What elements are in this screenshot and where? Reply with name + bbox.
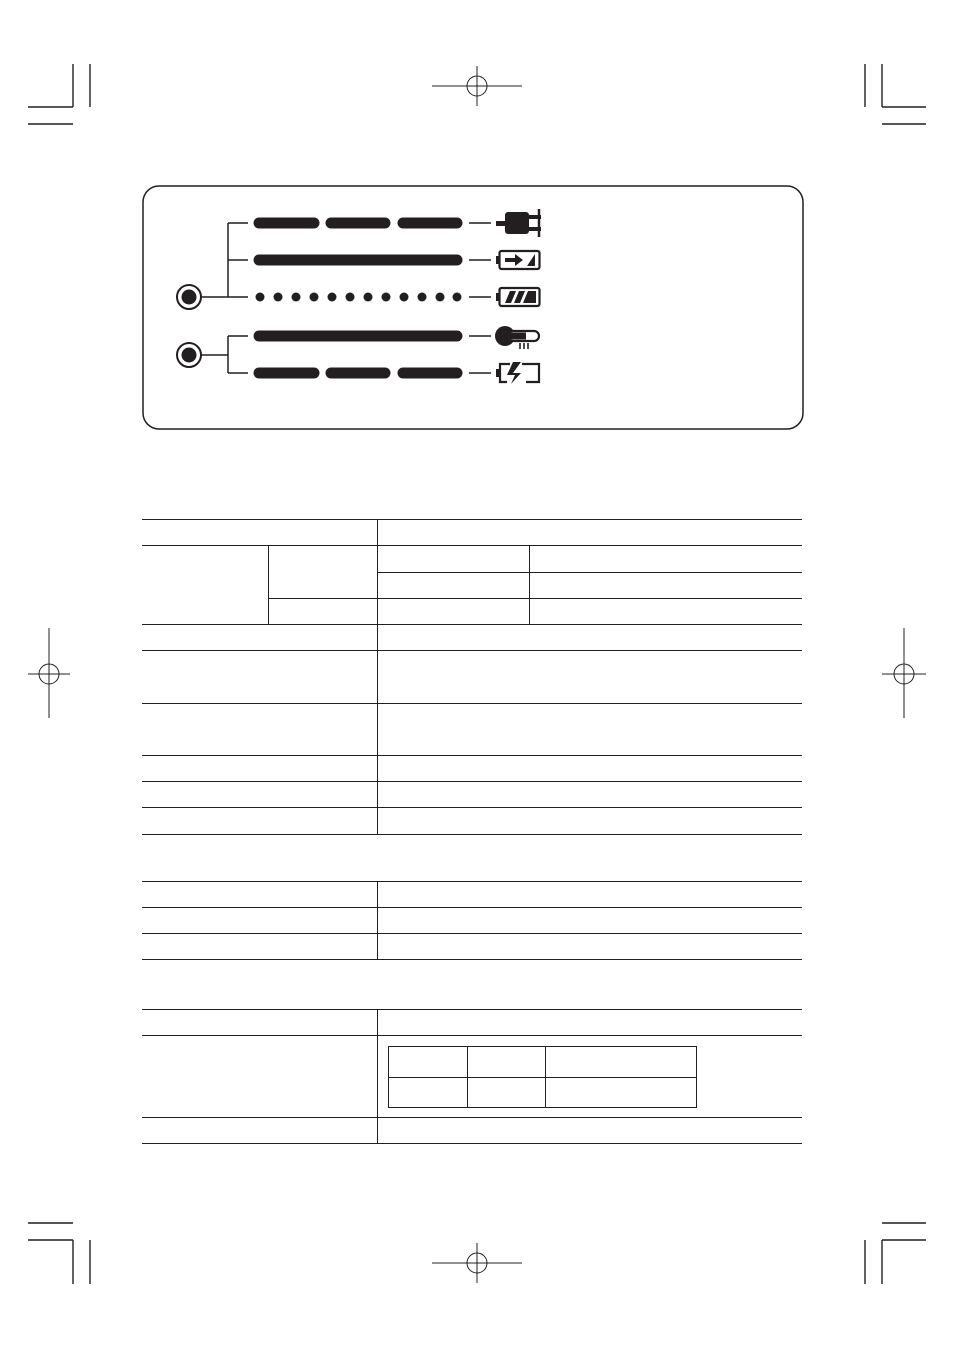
thermometer-icon [495, 326, 539, 349]
pattern-row-3 [256, 293, 462, 302]
led-indicator-1 [177, 285, 201, 309]
ac-plug-icon [496, 209, 541, 237]
battery-error-icon [496, 362, 539, 384]
led-1-connector [201, 223, 248, 297]
led-indicator-2 [177, 343, 201, 367]
battery-full-icon [496, 288, 540, 306]
battery-charging-icon [496, 251, 540, 269]
led-2-connector [201, 336, 248, 373]
